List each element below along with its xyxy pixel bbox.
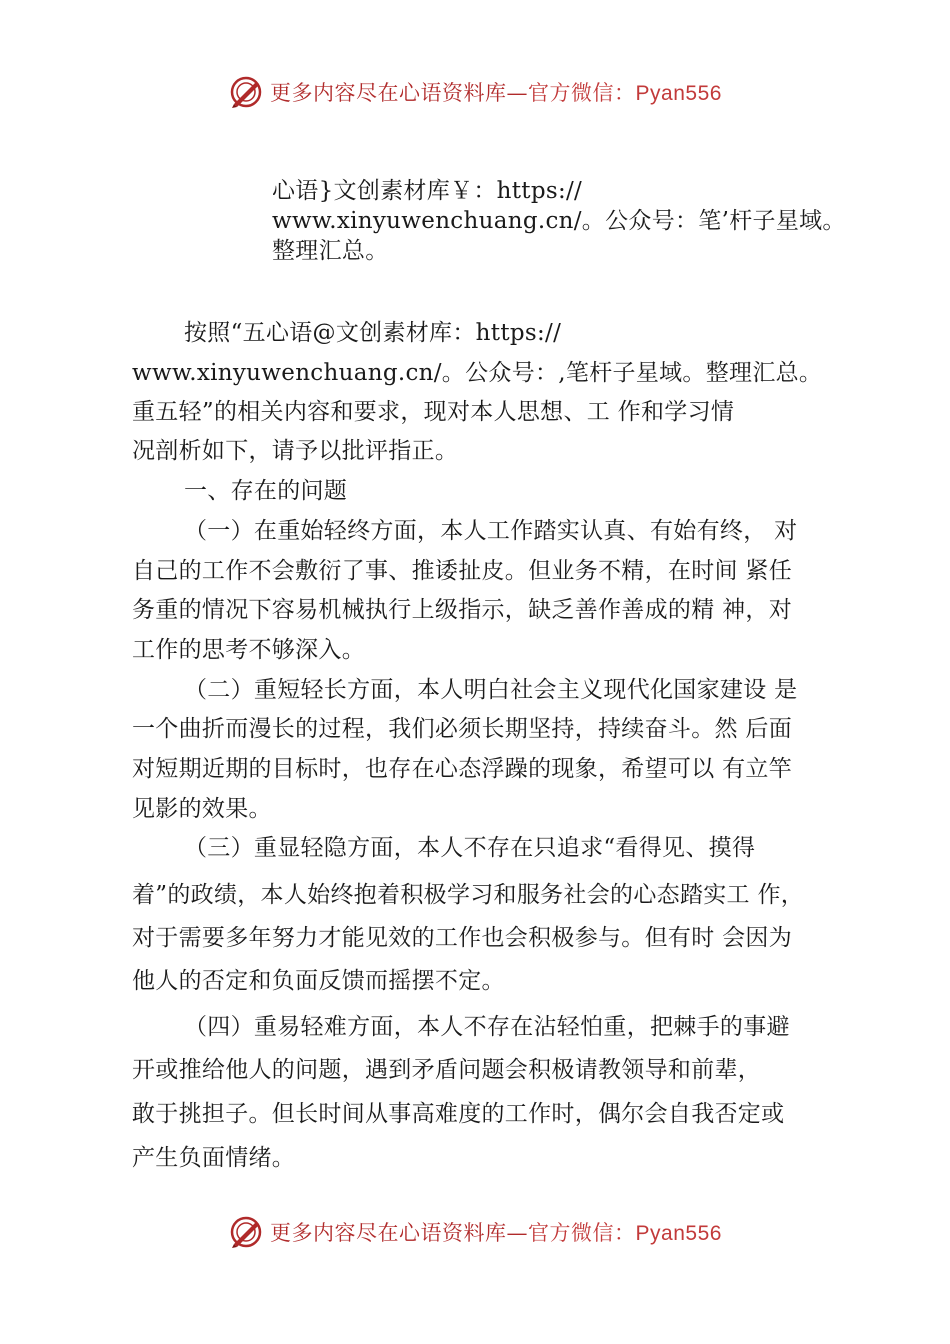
body-line: 着”的政绩，本人始终抱着积极学习和服务社会的心态踏实工 作， xyxy=(132,882,805,908)
body-line: 务重的情况下容易机械执行上级指示，缺乏善作善成的精 神，对 xyxy=(132,597,793,623)
body-line: 工作的思考不够深入。 xyxy=(132,637,365,663)
body-line: 按照“五心语@文创素材库：https:// xyxy=(184,320,562,346)
body-line: 况剖析如下，请予以批评指正。 xyxy=(132,438,459,464)
body-line: （三）重显轻隐方面，本人不存在只追求“看得见、摸得 xyxy=(184,835,756,861)
body-line: www.xinyuwenchuang.cn/。公众号：,笔杆子星域。整理汇总。 xyxy=(132,360,823,386)
body-line: 他人的否定和负面反馈而摇摆不定。 xyxy=(132,968,505,994)
pen-logo-icon xyxy=(228,1214,264,1250)
body-line: 对于需要多年努力才能见效的工作也会积极参与。但有时 会因为 xyxy=(132,925,793,951)
body-line: 自己的工作不会敷衍了事、推诿扯皮。但业务不精，在时间 紧任 xyxy=(132,558,793,584)
body-line: 敢于挑担子。但长时间从事高难度的工作时，偶尔会自我否定或 xyxy=(132,1101,785,1127)
body-line: 开或推给他人的问题，遇到矛盾问题会积极请教领导和前辈， xyxy=(132,1057,762,1083)
banner-text xyxy=(270,1217,722,1247)
banner-wechat-id: Pyan556 xyxy=(635,1222,722,1245)
banner-wechat-id: Pyan556 xyxy=(635,82,722,105)
banner-wechat-label: 官方微信： xyxy=(528,81,636,105)
body-line: 产生负面情绪。 xyxy=(132,1145,296,1171)
header-banner xyxy=(0,70,950,114)
body-line: （四）重易轻难方面，本人不存在沾轻怕重，把棘手的事避 xyxy=(184,1014,790,1040)
body-line: 对短期近期的目标时，也存在心态浮躁的现象，希望可以 有立竿 xyxy=(132,756,793,782)
banner-prefix: 更多内容尽在心语资料库— xyxy=(270,81,529,105)
note-line: 心语}文创素材库￥：https:// xyxy=(272,178,583,204)
banner-prefix: 更多内容尽在心语资料库— xyxy=(270,1221,529,1245)
banner-wechat-label: 官方微信： xyxy=(528,1221,636,1245)
body-line: 见影的效果。 xyxy=(132,796,272,822)
section-heading: 一、存在的问题 xyxy=(184,478,348,504)
body-line: 一个曲折而漫长的过程，我们必须长期坚持，持续奋斗。然 后面 xyxy=(132,716,793,742)
footer-banner xyxy=(0,1210,950,1254)
note-line: www.xinyuwenchuang.cn/。公众号：笔’杆子星域。 xyxy=(272,208,846,234)
body-line: （二）重短轻长方面，本人明白社会主义现代化国家建设 是 xyxy=(184,677,798,703)
body-line: （一）在重始轻终方面，本人工作踏实认真、有始有终， 对 xyxy=(184,518,798,544)
note-line: 整理汇总。 xyxy=(272,238,389,264)
pen-logo-icon xyxy=(228,74,264,110)
body-line: 重五轻”的相关内容和要求，现对本人思想、工 作和学习情 xyxy=(132,399,735,425)
banner-text xyxy=(270,77,722,107)
